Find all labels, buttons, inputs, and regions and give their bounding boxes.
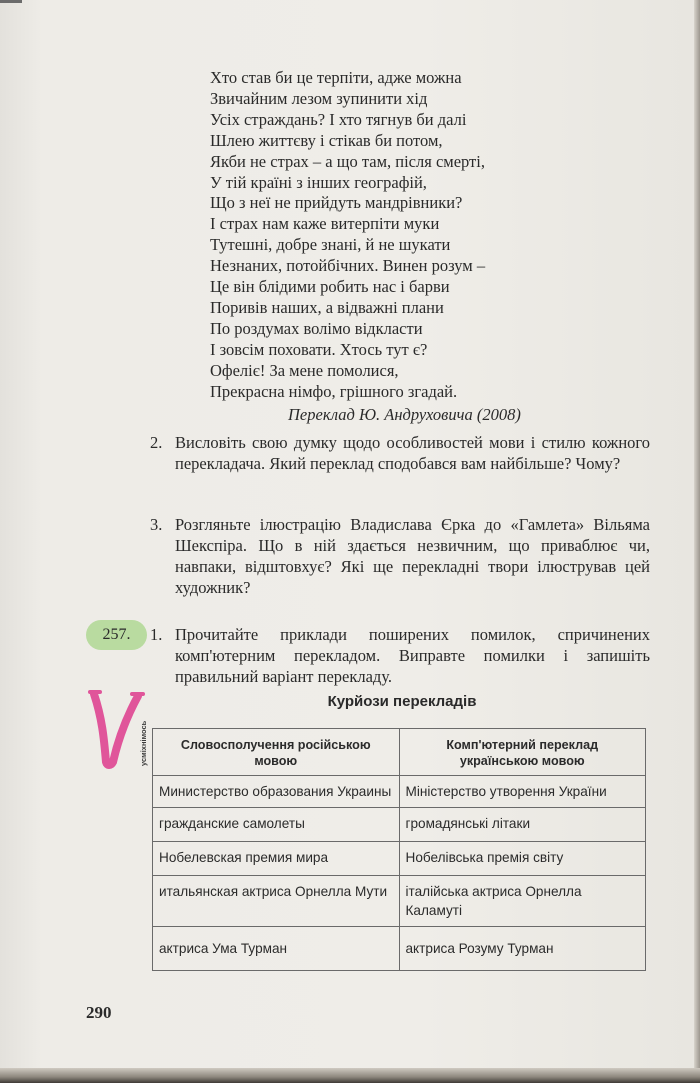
task-text: Прочитайте приклади поширених помилок, спричинених комп'ютерним перекладом. Виправте помилки і запишіть правильний варіант перекладу. xyxy=(175,625,650,686)
table-cell: італійська актриса Орнелла Каламуті xyxy=(399,876,646,927)
column-header: Комп'ютерний переклад українською мовою xyxy=(399,729,646,776)
poem-line: Шлею життєву і стікав би потом, xyxy=(210,130,443,150)
page-corner-mark xyxy=(0,0,22,3)
table-cell: Нобелівська премія світу xyxy=(399,842,646,876)
poem-line: По роздумах волімо відкласти xyxy=(210,318,423,338)
poem-line: Поривів наших, а відважні плани xyxy=(210,297,444,317)
table-row xyxy=(153,776,646,808)
poem-line: Незнаних, потойбічних. Винен розум – xyxy=(210,256,486,276)
task-text: Розгляньте ілюстрацію Владислава Єрка до «Гамлета» Вільяма Шекспіра. Що в ній здається незвичним, що приваблює чи, навпаки, відштовхує? Які ще перекладні твори ілюстрував цей художник? xyxy=(175,515,650,597)
smile-section-label: усміхнімось xyxy=(139,720,148,766)
exercise-number-badge: 257. xyxy=(86,620,147,650)
page-right-edge xyxy=(694,0,700,1083)
table-cell: Министерство образования Украины xyxy=(153,776,400,808)
poem-line: Це він блідими робить нас і барви xyxy=(210,277,450,297)
poem-line: Хто став би це терпіти, адже можна xyxy=(210,68,462,87)
poem-line: Що з неї не прийдуть мандрівники? xyxy=(210,193,463,213)
task-number: 3. xyxy=(150,515,163,534)
table-cell: итальянская актриса Орнелла Мути xyxy=(153,876,400,927)
table-row xyxy=(153,842,646,876)
poem-line: Звичайним лезом зупинити хід xyxy=(210,88,428,108)
poem-line: І страх нам каже витерпіти муки xyxy=(210,214,440,234)
smile-section-icon xyxy=(80,688,158,770)
poem-line: Якби не страх – а що там, після смерті, xyxy=(210,151,485,171)
table-title: Курйози перекладів xyxy=(327,693,477,710)
task-text: Висловіть свою думку щодо особливостей мови і стилю кожного перекладача. Який переклад сподобався вам найбільше? Чому? xyxy=(175,433,650,473)
poem-line: І зовсім поховати. Хтось тут є? xyxy=(210,339,428,359)
poem-attribution: Переклад Ю. Андруховича (2008) xyxy=(288,405,521,424)
page-bottom-edge xyxy=(0,1068,700,1083)
table-row xyxy=(153,876,646,927)
poem-line: Офеліє! За мене помолися, xyxy=(210,360,399,380)
table-cell: гражданские самолеты xyxy=(153,808,400,842)
poem-excerpt xyxy=(210,68,630,403)
table-cell: Нобелевская премия мира xyxy=(153,842,400,876)
task-number: 1. xyxy=(150,625,163,644)
table-row xyxy=(153,927,646,971)
page-number: 290 xyxy=(86,1003,112,1022)
task-number: 2. xyxy=(150,433,163,452)
table-cell: актриса Ума Турман xyxy=(153,927,400,971)
translations-table xyxy=(152,728,646,971)
poem-line: У тій країні з інших географій, xyxy=(210,172,427,192)
poem-line: Тутешні, добре знані, й не шукати xyxy=(210,235,451,255)
table-cell: громадянські літаки xyxy=(399,808,646,842)
task-2 xyxy=(150,432,650,474)
poem-line: Прекрасна німфо, грішного згадай. xyxy=(210,381,458,401)
table-row xyxy=(153,808,646,842)
task-3 xyxy=(150,514,650,598)
poem-line: Усіх страждань? І хто тягнув би далі xyxy=(210,109,467,129)
exercise-task-1 xyxy=(150,624,650,687)
table-cell: актриса Розуму Турман xyxy=(399,927,646,971)
column-header: Словосполучення російською мовою xyxy=(153,729,400,776)
table-header-row xyxy=(153,729,646,776)
table-cell: Міністерство утворення України xyxy=(399,776,646,808)
